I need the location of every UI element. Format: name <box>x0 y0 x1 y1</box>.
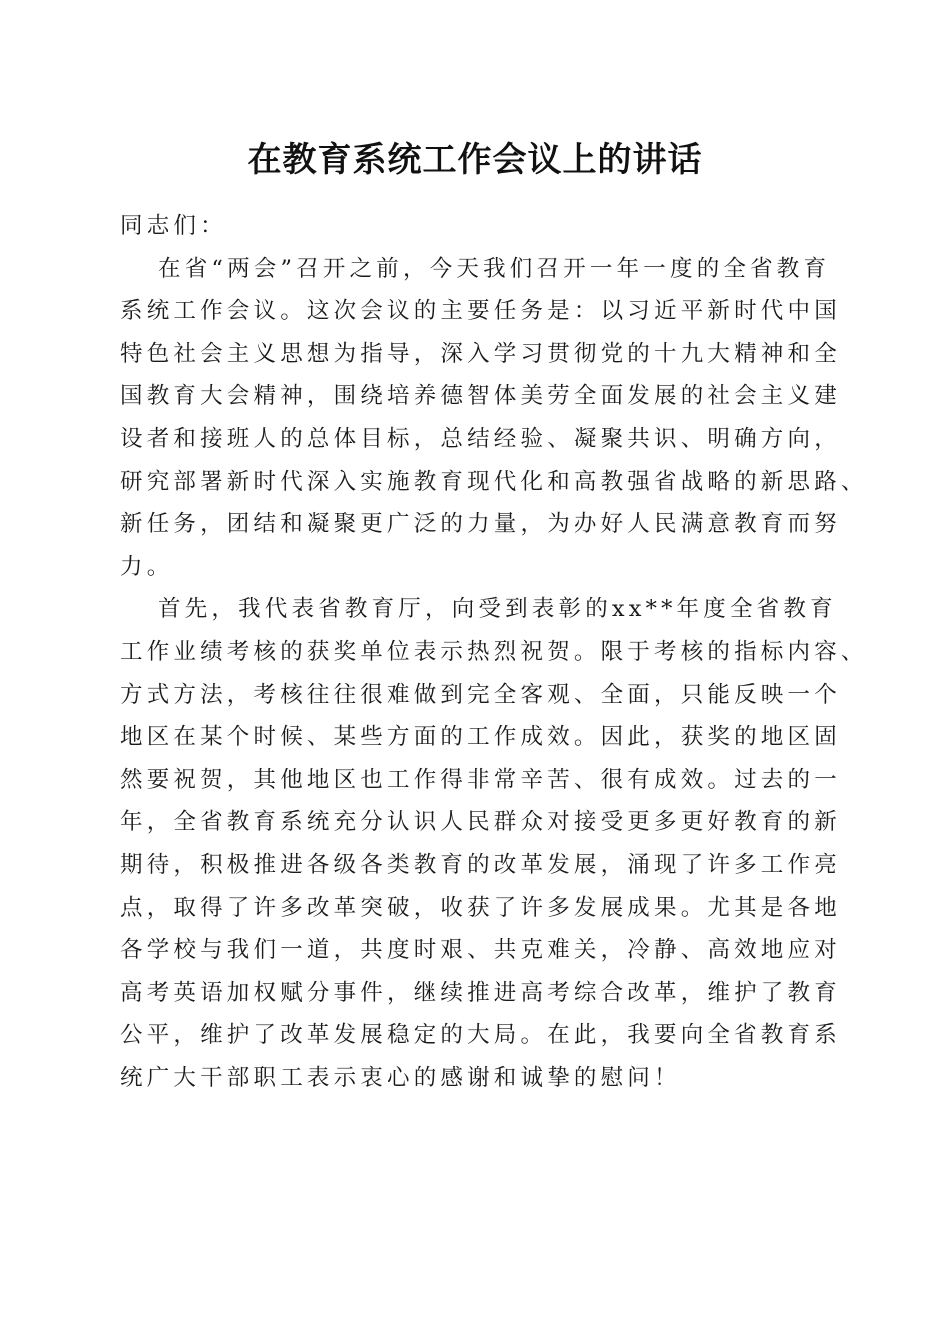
paragraph-line: 研究部署新时代深入实施教育现代化和高教强省战略的新思路、 <box>120 468 868 495</box>
paragraph-line: 特色社会主义思想为指导，深入学习贯彻党的十九大精神和全 <box>120 340 841 367</box>
paragraph-line: 地区在某个时候、某些方面的工作成效。因此，获奖的地区固 <box>120 724 841 751</box>
paragraph-line: 统广大干部职工表示衷心的感谢和诚挚的慰问！ <box>120 1064 681 1091</box>
paragraph-line: 年，全省教育系统充分认识人民群众对接受更多更好教育的新 <box>120 809 841 836</box>
paragraph-2 <box>120 588 868 1099</box>
paragraph-line: 方式方法，考核往往很难做到完全客观、全面，只能反映一个 <box>120 681 841 708</box>
salutation: 同志们： <box>120 213 227 239</box>
paragraph-line: 设者和接班人的总体目标，总结经验、凝聚共识、明确方向， <box>120 425 841 452</box>
paragraph-line: 然要祝贺，其他地区也工作得非常辛苦、很有成效。过去的一 <box>120 766 841 793</box>
paragraph-line: 在省“两会”召开之前，今天我们召开一年一度的全省教育 <box>158 255 831 282</box>
paragraph-line: 期待，积极推进各级各类教育的改革发展，涌现了许多工作亮 <box>120 851 841 878</box>
paragraph-line: 公平，维护了改革发展稳定的大局。在此，我要向全省教育系 <box>120 1022 841 1049</box>
paragraph-line: 国教育大会精神，围绕培养德智体美劳全面发展的社会主义建 <box>120 383 841 410</box>
paragraph-line: 各学校与我们一道，共度时艰、共克难关，冷静、高效地应对 <box>120 937 841 964</box>
paragraph-line: 系统工作会议。这次会议的主要任务是：以习近平新时代中国 <box>120 298 841 325</box>
speech-body <box>120 205 868 1099</box>
paragraph-line: 高考英语加权赋分事件，继续推进高考综合改革，维护了教育 <box>120 979 841 1006</box>
document-title: 在教育系统工作会议上的讲话 <box>247 140 703 180</box>
paragraph-line: 工作业绩考核的获奖单位表示热烈祝贺。限于考核的指标内容、 <box>120 638 868 665</box>
paragraph-line: 力。 <box>120 553 174 580</box>
paragraph-1 <box>120 248 868 589</box>
paragraph-line: 首先，我代表省教育厅，向受到表彰的xx**年度全省教育 <box>158 596 837 623</box>
paragraph-line: 新任务，团结和凝聚更广泛的力量，为办好人民满意教育而努 <box>120 511 841 538</box>
paragraph-line: 点，取得了许多改革突破，收获了许多发展成果。尤其是各地 <box>120 894 841 921</box>
